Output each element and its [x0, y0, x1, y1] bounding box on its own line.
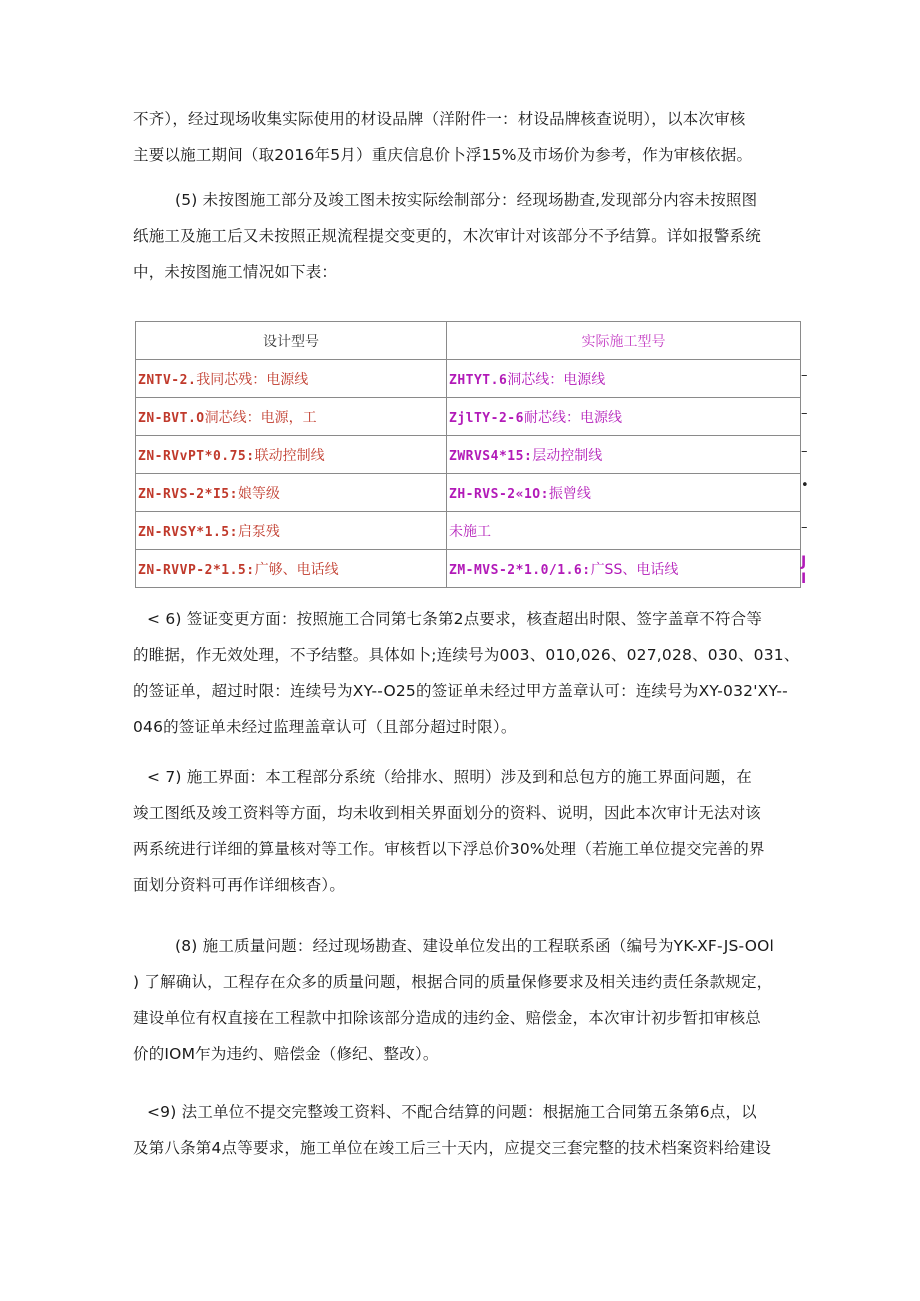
text-line: 及第八条第4点等要求，施工单位在竣工后三十天内，应提交三套完整的技术档案资料给建设	[133, 1139, 772, 1157]
paragraph-9	[133, 1094, 823, 1166]
table-edge-mark: J I	[801, 554, 807, 587]
spec-comparison-table	[135, 321, 801, 588]
actual-cell: ZH-RVS-2«1O:振曾线	[447, 474, 801, 512]
table-edge-mark: •	[801, 478, 809, 493]
text-line: 建设单位有权直接在工程款中扣除该部分造成的违约金、赔偿金，本次审计初步暂扣审核总	[133, 1009, 762, 1027]
design-cell: ZN-BVT.O洞芯线：电源，工	[136, 398, 447, 436]
table-edge-mark: –	[801, 406, 808, 421]
text-line: 价的IOM乍为违约、赔偿金（修纪、整改）。	[133, 1045, 439, 1063]
table-row	[136, 436, 801, 474]
text-line: 046的签证单未经过监理盖章认可（且部分超过时限）。	[133, 718, 517, 736]
text-line: 面划分资料可再作详细核杳）。	[133, 876, 346, 894]
design-cell: ZNTV-2.我同芯残：电源线	[136, 360, 447, 398]
text-line: (8) 施工质量问题：经过现场勘查、建设单位发出的工程联系函（编号为YK-XF-JS-OOl	[175, 937, 775, 955]
table-edge-mark: –	[801, 368, 808, 383]
design-cell: ZN-RVS-2*I5:娘等级	[136, 474, 447, 512]
paragraph-intro	[133, 101, 823, 173]
text-line: 的睢据，作无效处理，不予结整。具体如卜;连续号为003、010,026、027,028、030、031、	[133, 646, 800, 664]
text-line: 中，未按图施工情况如下表：	[133, 263, 338, 281]
text-line: 两系统进行详细的算量核对等工作。审核哲以下浮总价30%处理（若施工单位提交完善的界	[133, 840, 765, 858]
header-actual-model: 实际施工型号	[447, 322, 801, 360]
table-row	[136, 512, 801, 550]
text-line: 竣工图纸及竣工资料等方面，均未收到相关界面划分的资料、说明，因此本次审计无法对该	[133, 804, 762, 822]
table-header-row	[136, 322, 801, 360]
actual-cell: 未施工	[447, 512, 801, 550]
table-edge-mark: –	[801, 520, 808, 535]
table-row	[136, 398, 801, 436]
paragraph-8	[133, 928, 823, 1072]
text-line: < 7) 施工界面：本工程部分系统（给排水、照明）涉及到和总包方的施工界面问题，在	[147, 768, 752, 786]
table-row	[136, 474, 801, 512]
design-cell: ZN-RVVP-2*1.5:广够、电话线	[136, 550, 447, 588]
paragraph-5	[133, 182, 823, 290]
actual-cell: ZHTYT.6洞芯线：电源线	[447, 360, 801, 398]
text-line: 不齐），经过现场收集实际使用的材设品牌（洋附件一：材设品牌核查说明），以本次审核	[133, 110, 746, 128]
table-row	[136, 550, 801, 588]
text-line: 主要以施工期间（取2016年5月）重庆信息价卜浮15%及市场价为参考，作为审核依据。	[133, 146, 753, 164]
design-cell: ZN-RVSY*1.5:启泵残	[136, 512, 447, 550]
actual-cell: ZWRVS4*15:层动控制线	[447, 436, 801, 474]
text-line: < 6) 签证变更方面：按照施工合同第七条第2点要求，核查超出时限、签字盖章不符合等	[147, 610, 763, 628]
text-line: <9) 法工单位不提交完整竣工资料、不配合结算的问题：根据施工合同第五条第6点，以	[147, 1103, 757, 1121]
actual-cell: ZjlTY-2-6耐芯线：电源线	[447, 398, 801, 436]
table-row	[136, 360, 801, 398]
paragraph-7	[133, 759, 823, 903]
text-line: 纸施工及施工后又未按照正规流程提交变更的，木次审计对该部分不予结算。详如报警系统	[133, 227, 762, 245]
actual-cell: ZM-MVS-2*1.0/1.6:广SS、电话线	[447, 550, 801, 588]
paragraph-6	[133, 601, 823, 745]
header-design-model: 设计型号	[136, 322, 447, 360]
design-cell: ZN-RVvPT*0.75:联动控制线	[136, 436, 447, 474]
text-line: ) 了解确认，工程存在众多的质量问题，根据合同的质量保修要求及相关违约责任条款规定，	[133, 973, 773, 991]
table-edge-mark: –	[801, 444, 808, 459]
text-line: (5) 未按图施工部分及竣工图未按实际绘制部分：经现场勘查,发现部分内容未按照图	[175, 191, 758, 209]
text-line: 的签证单，超过时限：连续号为XY--O25的签证单未经过甲方盖章认可：连续号为XY-032'XY--	[133, 682, 788, 700]
